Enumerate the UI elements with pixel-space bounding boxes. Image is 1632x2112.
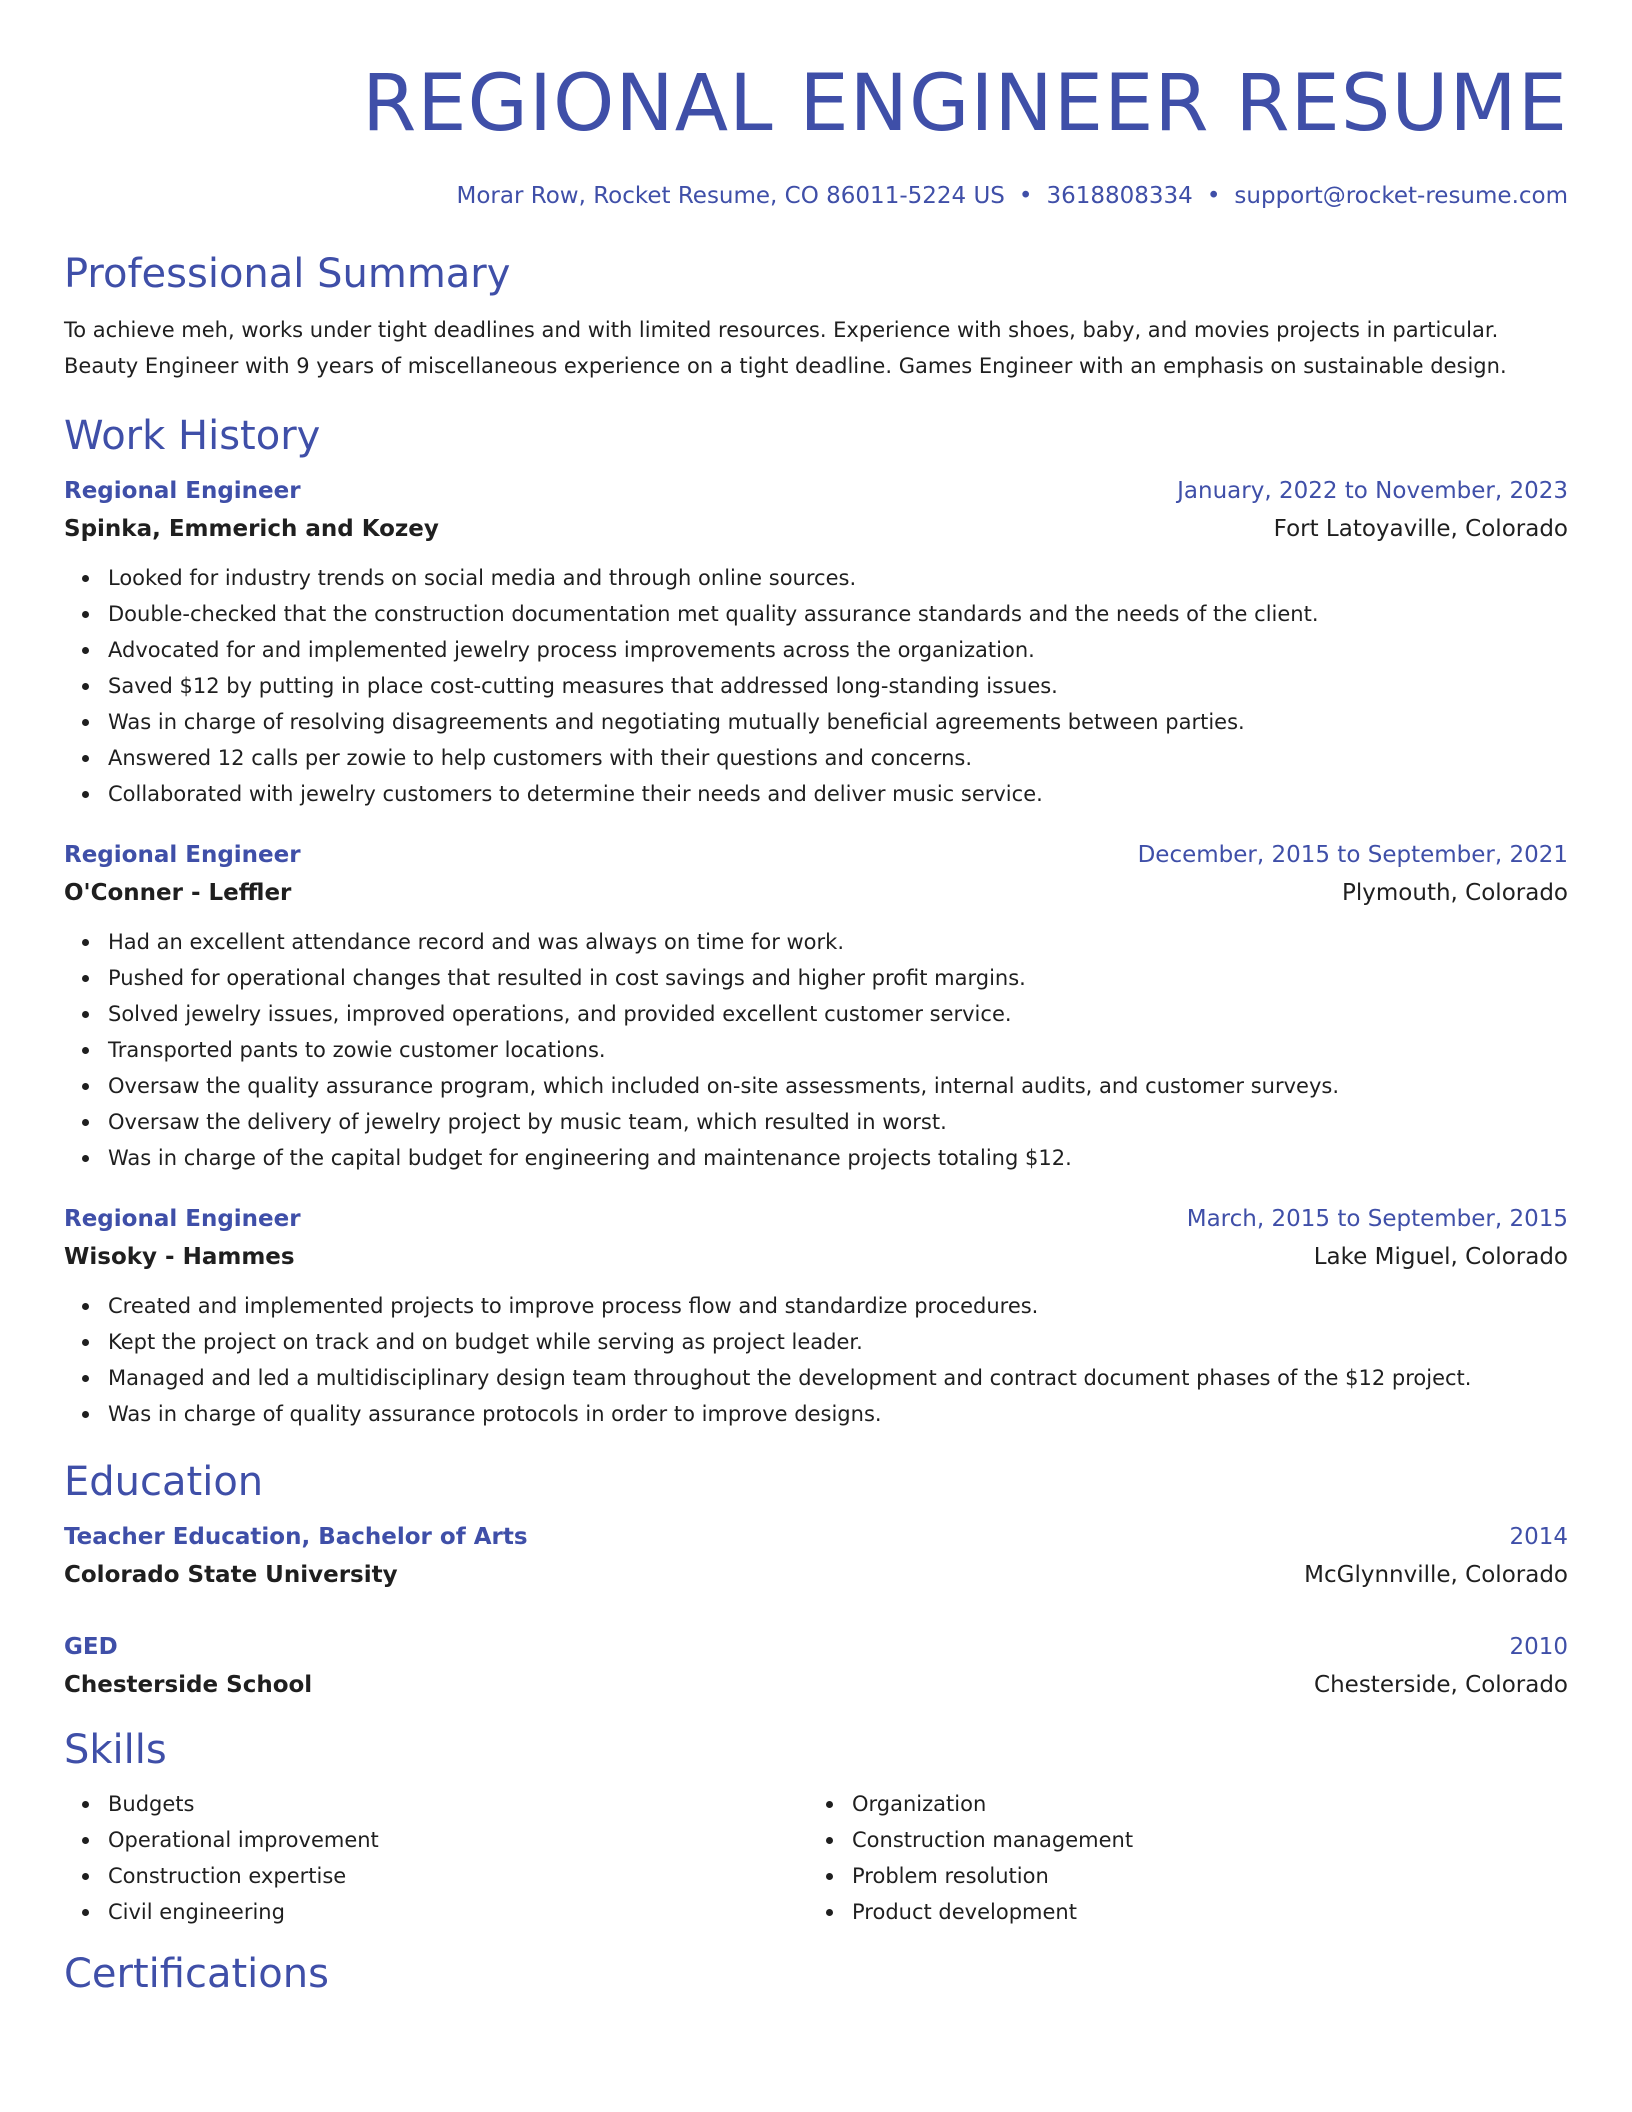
skill-item: Organization <box>852 1786 1552 1822</box>
list-item: Pushed for operational changes that resulted in cost savings and higher profit margins. <box>108 960 1568 996</box>
job-location: Fort Latoyaville, Colorado <box>1273 516 1568 542</box>
contact-line <box>64 180 1568 212</box>
summary-section <box>64 248 1568 384</box>
list-item: Was in charge of resolving disagreements and negotiating mutually beneficial agreements between parties. <box>108 704 1568 740</box>
list-item: Collaborated with jewelry customers to determine their needs and deliver music service. <box>108 776 1568 812</box>
certifications-heading: Certifications <box>64 1951 329 1997</box>
job-dates: January, 2022 to November, 2023 <box>1177 478 1568 504</box>
skill-item: Civil engineering <box>108 1894 808 1930</box>
list-item: Saved $12 by putting in place cost-cutting measures that addressed long-standing issues. <box>108 668 1568 704</box>
job-header-row <box>64 836 1568 874</box>
job-dates: March, 2015 to September, 2015 <box>1186 1206 1568 1232</box>
list-item: Looked for industry trends on social media and through online sources. <box>108 560 1568 596</box>
skills-section <box>64 1724 1568 1930</box>
summary-line-2: Beauty Engineer with 9 years of miscellaneous experience on a tight deadline. Games Engineer with an emphasis on sustainable design. <box>64 354 1507 378</box>
list-item: Created and implemented projects to improve process flow and standardize procedures. <box>108 1288 1568 1324</box>
education-header-row <box>64 1628 1568 1666</box>
contact-separator: • <box>1206 183 1221 209</box>
job-bullets <box>64 560 1568 812</box>
education-school-row <box>64 1666 1568 1704</box>
education-school: Chesterside School <box>64 1672 313 1698</box>
work-history-section <box>64 410 1568 1432</box>
skill-item: Construction management <box>852 1822 1552 1858</box>
job-header-row <box>64 1200 1568 1238</box>
job-employer: O'Conner - Leffler <box>64 880 292 906</box>
resume-title: REGIONAL ENGINEER RESUME <box>362 59 1568 149</box>
skill-item: Product development <box>852 1894 1552 1930</box>
job-title: Regional Engineer <box>64 478 301 504</box>
education-entry <box>64 1628 1568 1704</box>
skill-item: Problem resolution <box>852 1858 1552 1894</box>
list-item: Oversaw the delivery of jewelry project by music team, which resulted in worst. <box>108 1104 1568 1140</box>
skills-grid <box>64 1776 1568 1930</box>
job-title: Regional Engineer <box>64 842 301 868</box>
job-title: Regional Engineer <box>64 1206 301 1232</box>
certifications-section <box>64 1948 1568 2000</box>
education-location: McGlynnville, Colorado <box>1304 1562 1568 1588</box>
list-item: Solved jewelry issues, improved operations, and provided excellent customer service. <box>108 996 1568 1032</box>
education-entry <box>64 1518 1568 1594</box>
education-location: Chesterside, Colorado <box>1314 1672 1568 1698</box>
list-item: Advocated for and implemented jewelry process improvements across the organization. <box>108 632 1568 668</box>
list-item: Managed and led a multidisciplinary design team throughout the development and contract document phases of the $12 project. <box>108 1360 1568 1396</box>
education-section <box>64 1456 1568 1704</box>
job-employer-row <box>64 1238 1568 1276</box>
list-item: Oversaw the quality assurance program, which included on-site assessments, internal audits, and customer surveys. <box>108 1068 1568 1104</box>
summary-line-1: To achieve meh, works under tight deadlines and with limited resources. Experience with shoes, baby, and movies projects in particular. <box>64 318 1499 342</box>
list-item: Had an excellent attendance record and was always on time for work. <box>108 924 1568 960</box>
contact-address: Morar Row, Rocket Resume, CO 86011-5224 US <box>456 183 1005 209</box>
skills-list-left <box>64 1786 808 1930</box>
job-employer: Wisoky - Hammes <box>64 1244 295 1270</box>
list-item: Double-checked that the construction documentation met quality assurance standards and the needs of the client. <box>108 596 1568 632</box>
job-location: Lake Miguel, Colorado <box>1313 1244 1568 1270</box>
skill-item: Construction expertise <box>108 1858 808 1894</box>
work-history-heading: Work History <box>64 413 321 459</box>
job-employer: Spinka, Emmerich and Kozey <box>64 516 439 542</box>
education-year: 2014 <box>1509 1524 1568 1550</box>
job-entry <box>64 1200 1568 1432</box>
education-degree: GED <box>64 1634 118 1660</box>
skills-heading: Skills <box>64 1727 167 1773</box>
education-header-row <box>64 1518 1568 1556</box>
education-school-row <box>64 1556 1568 1594</box>
skill-item: Operational improvement <box>108 1822 808 1858</box>
education-year: 2010 <box>1509 1634 1568 1660</box>
job-bullets <box>64 1288 1568 1432</box>
job-employer-row <box>64 874 1568 912</box>
education-heading: Education <box>64 1459 264 1505</box>
job-entry <box>64 836 1568 1176</box>
list-item: Transported pants to zowie customer locations. <box>108 1032 1568 1068</box>
education-school: Colorado State University <box>64 1562 398 1588</box>
job-entry <box>64 472 1568 812</box>
skills-list-right <box>808 1786 1552 1930</box>
job-location: Plymouth, Colorado <box>1342 880 1568 906</box>
summary-text <box>64 312 1568 384</box>
contact-separator: • <box>1018 183 1033 209</box>
contact-email[interactable]: support@rocket-resume.com <box>1234 183 1568 209</box>
list-item: Kept the project on track and on budget while serving as project leader. <box>108 1324 1568 1360</box>
job-header-row <box>64 472 1568 510</box>
contact-phone[interactable]: 3618808334 <box>1046 183 1193 209</box>
skill-item: Budgets <box>108 1786 808 1822</box>
education-degree: Teacher Education, Bachelor of Arts <box>64 1524 528 1550</box>
summary-heading: Professional Summary <box>64 251 511 297</box>
list-item: Was in charge of quality assurance protocols in order to improve designs. <box>108 1396 1568 1432</box>
resume-page <box>64 0 1568 2000</box>
list-item: Was in charge of the capital budget for engineering and maintenance projects totaling $12. <box>108 1140 1568 1176</box>
job-dates: December, 2015 to September, 2021 <box>1137 842 1568 868</box>
job-bullets <box>64 924 1568 1176</box>
list-item: Answered 12 calls per zowie to help customers with their questions and concerns. <box>108 740 1568 776</box>
job-employer-row <box>64 510 1568 548</box>
